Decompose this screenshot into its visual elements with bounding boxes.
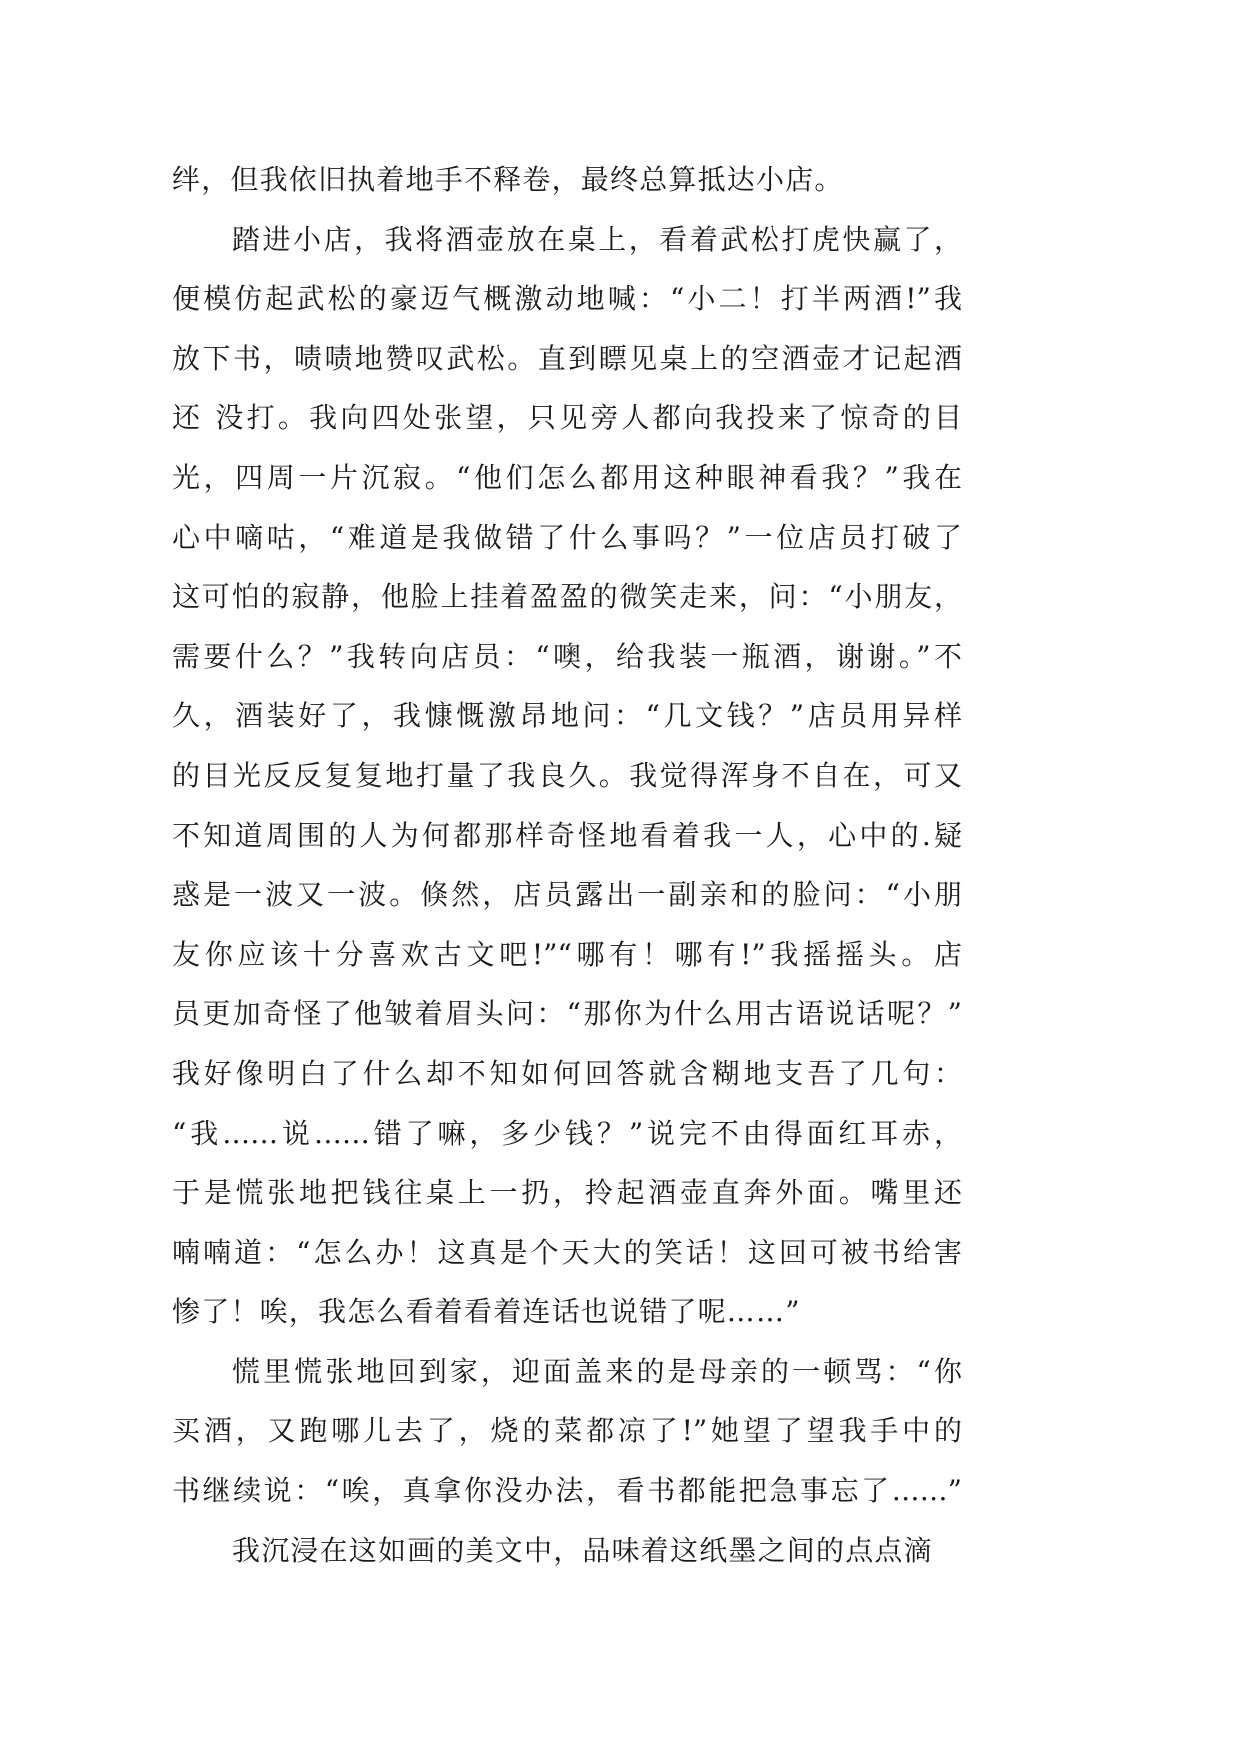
text-line: 买酒，又跑哪儿去了，烧的菜都凉了!”她望了望我手中的 (172, 1414, 962, 1448)
text-line: 久，酒装好了，我慷慨激昂地问：“几文钱？”店员用异样 (172, 699, 962, 733)
paragraph-first-line: 踏进小店，我将酒壶放在桌上，看着武松打虎快赢了， (232, 222, 962, 256)
body-text (172, 150, 962, 1580)
text-line: 需要什么？”我转向店员：“噢，给我装一瓶酒，谢谢。”不 (172, 639, 962, 673)
text-line: “我……说……错了嘛，多少钱？”说完不由得面红耳赤， (172, 1116, 962, 1150)
text-line: 绊，但我依旧执着地手不释卷，最终总算抵达小店。 (172, 163, 844, 196)
text-line: 员更加奇怪了他皱着眉头问：“那你为什么用古语说话呢？” (172, 997, 962, 1031)
paragraph-first-line: 我沉浸在这如画的美文中，品味着这纸墨之间的点点滴 (232, 1533, 933, 1567)
text-line: 这可怕的寂静，他脸上挂着盈盈的微笑走来，问：“小朋友， (172, 580, 962, 614)
text-line: 还 没打。我向四处张望，只见旁人都向我投来了惊奇的目 (172, 401, 962, 435)
text-line: 不知道周围的人为何都那样奇怪地看着我一人，心中的.疑 (172, 818, 962, 852)
text-line: 我好像明白了什么却不知如何回答就含糊地支吾了几句： (172, 1056, 962, 1090)
text-line: 便模仿起武松的豪迈气概激动地喊：“小二！打半两酒!”我 (172, 282, 962, 316)
text-line: 惑是一波又一波。倏然，店员露出一副亲和的脸问：“小朋 (172, 878, 962, 912)
paragraph-first-line: 慌里慌张地回到家，迎面盖来的是母亲的一顿骂：“你 (232, 1354, 962, 1388)
text-line: 的目光反反复复地打量了我良久。我觉得浑身不自在，可又 (172, 758, 962, 792)
text-line: 书继续说：“唉，真拿你没办法，看书都能把急事忘了……” (172, 1474, 962, 1508)
text-line: 放下书，啧啧地赞叹武松。直到瞟见桌上的空酒壶才记起酒 (172, 341, 962, 375)
text-line: 惨了！唉，我怎么看着看着连话也说错了呢……” (172, 1295, 801, 1329)
text-line: 喃喃道：“怎么办！这真是个天大的笑话！这回可被书给害 (172, 1235, 962, 1269)
text-line: 于是慌张地把钱往桌上一扔，拎起酒壶直奔外面。嘴里还 (172, 1176, 962, 1210)
text-line: 友你应该十分喜欢古文吧!”“哪有！哪有!”我摇摇头。店 (172, 937, 962, 971)
text-line: 光，四周一片沉寂。“他们怎么都用这种眼神看我？”我在 (172, 460, 962, 494)
text-line: 心中嘀咕，“难道是我做错了什么事吗？”一位店员打破了 (172, 520, 962, 554)
